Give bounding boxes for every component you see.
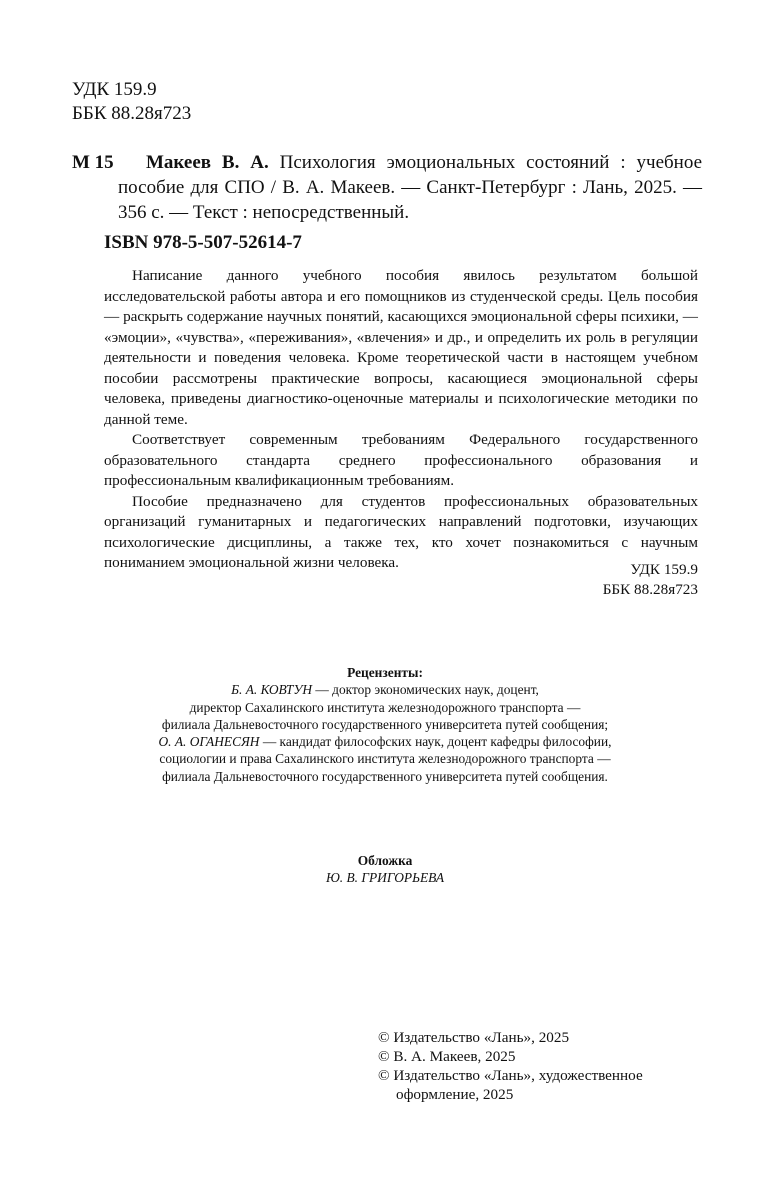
reviewer-name: О. А. ОГАНЕСЯН	[158, 734, 260, 750]
author-name: Макеев В. А.	[146, 152, 269, 173]
cover-heading: Обложка	[357, 853, 413, 868]
reviewer-affiliation: директор Сахалинского института железнодорожного транспорта —	[189, 699, 581, 715]
classification-codes-bottom	[603, 560, 698, 600]
isbn: ISBN 978-5-507-52614-7	[104, 232, 302, 253]
annotation-paragraph: Пособие предназначено для студентов профессиональных образовательных организаций гуманитарных и педагогических направлений подготовки, изучающих психологические дисциплины, а также тех, кто хочет познакомиться с научным пониманием эмоциональной жизни человека.	[104, 492, 698, 571]
classification-codes-top	[72, 78, 191, 126]
udk-code: УДК 159.9	[72, 79, 157, 100]
reviewer-name: Б. А. КОВТУН	[231, 682, 313, 698]
cover-credit	[60, 852, 710, 887]
annotation-paragraph: Соответствует современным требованиям Федерального государственного образовательного стандарта среднего профессионального образования и профессиональным квалификационным требованиям.	[104, 431, 698, 489]
reviewer-affiliation: социологии и права Сахалинского института железнодорожного транспорта —	[159, 751, 611, 767]
reviewers-section	[60, 664, 710, 785]
copyright-notices	[378, 1028, 643, 1104]
cover-designer: Ю. В. ГРИГОРЬЕВА	[325, 870, 445, 886]
udk-code: УДК 159.9	[630, 561, 698, 578]
reviewer-credentials: — доктор экономических наук, доцент,	[312, 682, 539, 698]
copyright-line: © Издательство «Лань», художественное	[378, 1067, 643, 1084]
copyright-line-continuation: оформление, 2025	[396, 1086, 514, 1103]
bibliographic-description	[118, 150, 702, 225]
bibliographic-record	[72, 150, 702, 225]
bbk-code: ББК 88.28я723	[72, 103, 192, 124]
copyright-line: © В. А. Макеев, 2025	[378, 1048, 516, 1065]
bibliographic-details: Психология эмоциональных состояний : учебное пособие для СПО / В. А. Макеев. — Санкт-Петербург : Лань, 2025. — 356 с. — Текст : непосредственный.	[118, 152, 702, 223]
annotation	[104, 266, 698, 574]
annotation-paragraph: Написание данного учебного пособия явилось результатом большой исследовательской работы автора и его помощников из студенческой среды. Цель пособия — раскрыть содержание научных понятий, касающихся эмоциональной сферы психики, — «эмоции», «чувства», «переживания», «влечения» и др., и определить их роль в регуляции деятельности и поведения человека. Кроме теоретической части в настоящем учебном пособии рассмотрены практические вопросы, касающиеся эмоциональной сферы человека, приведены диагностико-оценочные материалы и психологические методики по данной теме.	[104, 267, 698, 428]
reviewer-entry	[60, 681, 710, 698]
copyright-line: © Издательство «Лань», 2025	[378, 1029, 570, 1046]
reviewers-heading: Рецензенты:	[347, 665, 423, 680]
reviewer-credentials: — кандидат философских наук, доцент кафедры философии,	[259, 734, 612, 750]
reviewer-affiliation: филиала Дальневосточного государственного университета путей сообщения;	[161, 716, 609, 732]
bbk-code: ББК 88.28я723	[602, 581, 698, 598]
reviewer-entry	[60, 733, 710, 750]
reviewer-affiliation: филиала Дальневосточного государственного университета путей сообщения.	[162, 768, 608, 784]
author-code: М 15	[72, 152, 114, 173]
